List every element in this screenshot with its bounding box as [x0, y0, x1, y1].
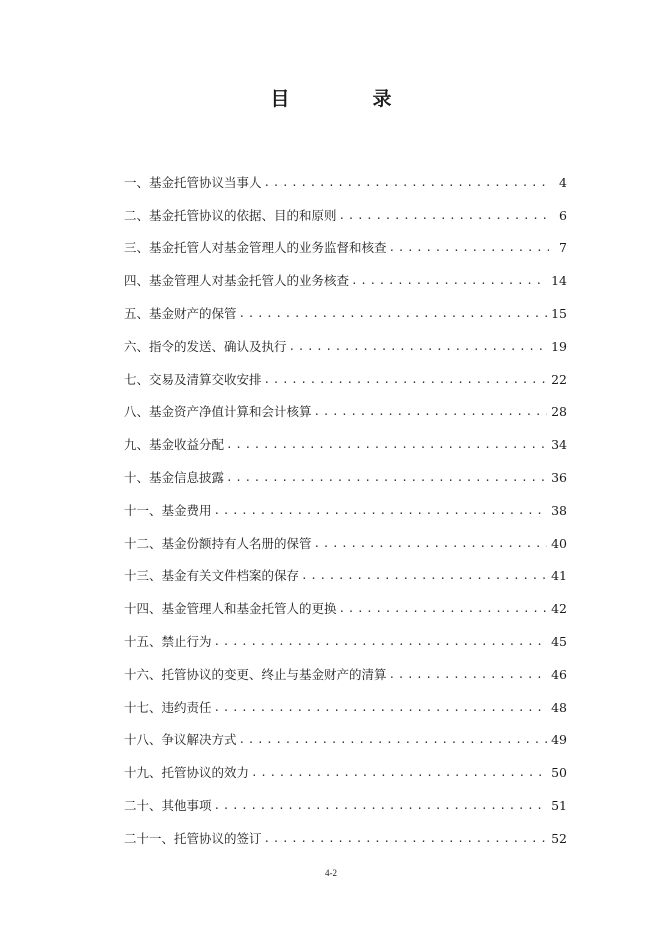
toc-dot-leader [214, 798, 548, 814]
toc-entry[interactable] [124, 191, 567, 224]
toc-dot-leader [339, 208, 549, 224]
toc-entry[interactable] [124, 584, 567, 617]
toc-entry-label: 十九、托管协议的效力 [124, 765, 250, 781]
toc-dot-leader [214, 634, 548, 650]
toc-dot-leader [251, 765, 547, 781]
toc-dot-leader [264, 175, 549, 191]
toc-entry[interactable] [124, 519, 567, 552]
toc-entry-label: 十四、基金管理人和基金托管人的更换 [124, 601, 337, 617]
toc-entry-label: 十六、托管协议的变更、终止与基金财产的清算 [124, 666, 387, 682]
toc-entry-page-number: 51 [551, 797, 567, 813]
toc-entry[interactable] [124, 420, 567, 453]
toc-entry-page-number: 28 [551, 404, 567, 420]
toc-entry-page-number: 6 [559, 207, 567, 223]
table-of-contents [124, 158, 567, 847]
toc-entry-page-number: 40 [551, 535, 567, 551]
toc-entry-page-number: 48 [551, 699, 567, 715]
toc-dot-leader [239, 732, 548, 748]
toc-entry[interactable] [124, 256, 567, 289]
toc-entry-page-number: 7 [559, 240, 567, 256]
toc-entry-label: 二、基金托管协议的依据、目的和原则 [124, 207, 337, 223]
toc-entry-page-number: 50 [551, 765, 567, 781]
toc-entry[interactable] [124, 552, 567, 585]
toc-entry[interactable] [124, 683, 567, 716]
toc-dot-leader [239, 306, 548, 322]
toc-entry-page-number: 46 [551, 666, 567, 682]
toc-entry-label: 十、基金信息披露 [124, 469, 225, 485]
toc-entry[interactable] [124, 617, 567, 650]
toc-entry-label: 三、基金托管人对基金管理人的业务监督和核查 [124, 240, 387, 256]
toc-dot-leader [301, 568, 547, 584]
toc-dot-leader [264, 372, 548, 388]
toc-dot-leader [314, 404, 548, 420]
toc-entry-page-number: 22 [551, 371, 567, 387]
page-number: 4-2 [325, 868, 337, 878]
toc-entry-page-number: 41 [551, 568, 567, 584]
toc-entry[interactable] [124, 289, 567, 322]
toc-entry[interactable] [124, 355, 567, 388]
toc-entry[interactable] [124, 781, 567, 814]
toc-entry[interactable] [124, 388, 567, 421]
toc-dot-leader [389, 240, 549, 256]
toc-entry[interactable] [124, 814, 567, 847]
toc-entry-label: 十五、禁止行为 [124, 633, 212, 649]
toc-entry-label: 十一、基金费用 [124, 502, 212, 518]
toc-entry-label: 十七、违约责任 [124, 699, 212, 715]
toc-entry-page-number: 19 [551, 338, 567, 354]
toc-dot-leader [351, 273, 547, 289]
toc-entry-page-number: 14 [551, 273, 567, 289]
toc-entry-label: 八、基金资产净值计算和会计核算 [124, 404, 312, 420]
page-title: 目 录 [270, 88, 424, 110]
toc-dot-leader [214, 700, 548, 716]
toc-dot-leader [389, 667, 548, 683]
toc-entry[interactable] [124, 453, 567, 486]
toc-dot-leader [289, 339, 548, 355]
toc-entry[interactable] [124, 322, 567, 355]
toc-dot-leader [264, 831, 548, 847]
toc-entry-label: 五、基金财产的保管 [124, 305, 237, 321]
toc-entry[interactable] [124, 716, 567, 749]
toc-entry-label: 十三、基金有关文件档案的保存 [124, 568, 300, 584]
toc-entry-label: 六、指令的发送、确认及执行 [124, 338, 287, 354]
toc-dot-leader [214, 503, 548, 519]
toc-entry-label: 十八、争议解决方式 [124, 732, 237, 748]
toc-dot-leader [314, 536, 548, 552]
toc-entry-label: 二十、其他事项 [124, 797, 212, 813]
toc-entry[interactable] [124, 224, 567, 257]
toc-entry-label: 九、基金收益分配 [124, 437, 225, 453]
toc-entry-label: 二十一、托管协议的签订 [124, 830, 262, 846]
toc-dot-leader [226, 437, 547, 453]
toc-entry-label: 七、交易及清算交收安排 [124, 371, 262, 387]
toc-entry-page-number: 15 [551, 305, 567, 321]
toc-entry-page-number: 38 [551, 502, 567, 518]
toc-entry-label: 一、基金托管协议当事人 [124, 174, 262, 190]
toc-entry-label: 四、基金管理人对基金托管人的业务核查 [124, 273, 350, 289]
toc-entry-page-number: 42 [551, 601, 567, 617]
toc-entry-page-number: 45 [551, 633, 567, 649]
toc-entry-page-number: 52 [551, 830, 567, 846]
toc-entry[interactable] [124, 650, 567, 683]
toc-dot-leader [226, 470, 547, 486]
toc-entry[interactable] [124, 158, 567, 191]
toc-entry-page-number: 36 [551, 469, 567, 485]
toc-entry-page-number: 34 [551, 437, 567, 453]
toc-entry-page-number: 4 [559, 174, 567, 190]
toc-dot-leader [339, 601, 548, 617]
toc-entry[interactable] [124, 748, 567, 781]
toc-entry-page-number: 49 [551, 732, 567, 748]
toc-entry-label: 十二、基金份额持有人名册的保管 [124, 535, 312, 551]
toc-entry[interactable] [124, 486, 567, 519]
